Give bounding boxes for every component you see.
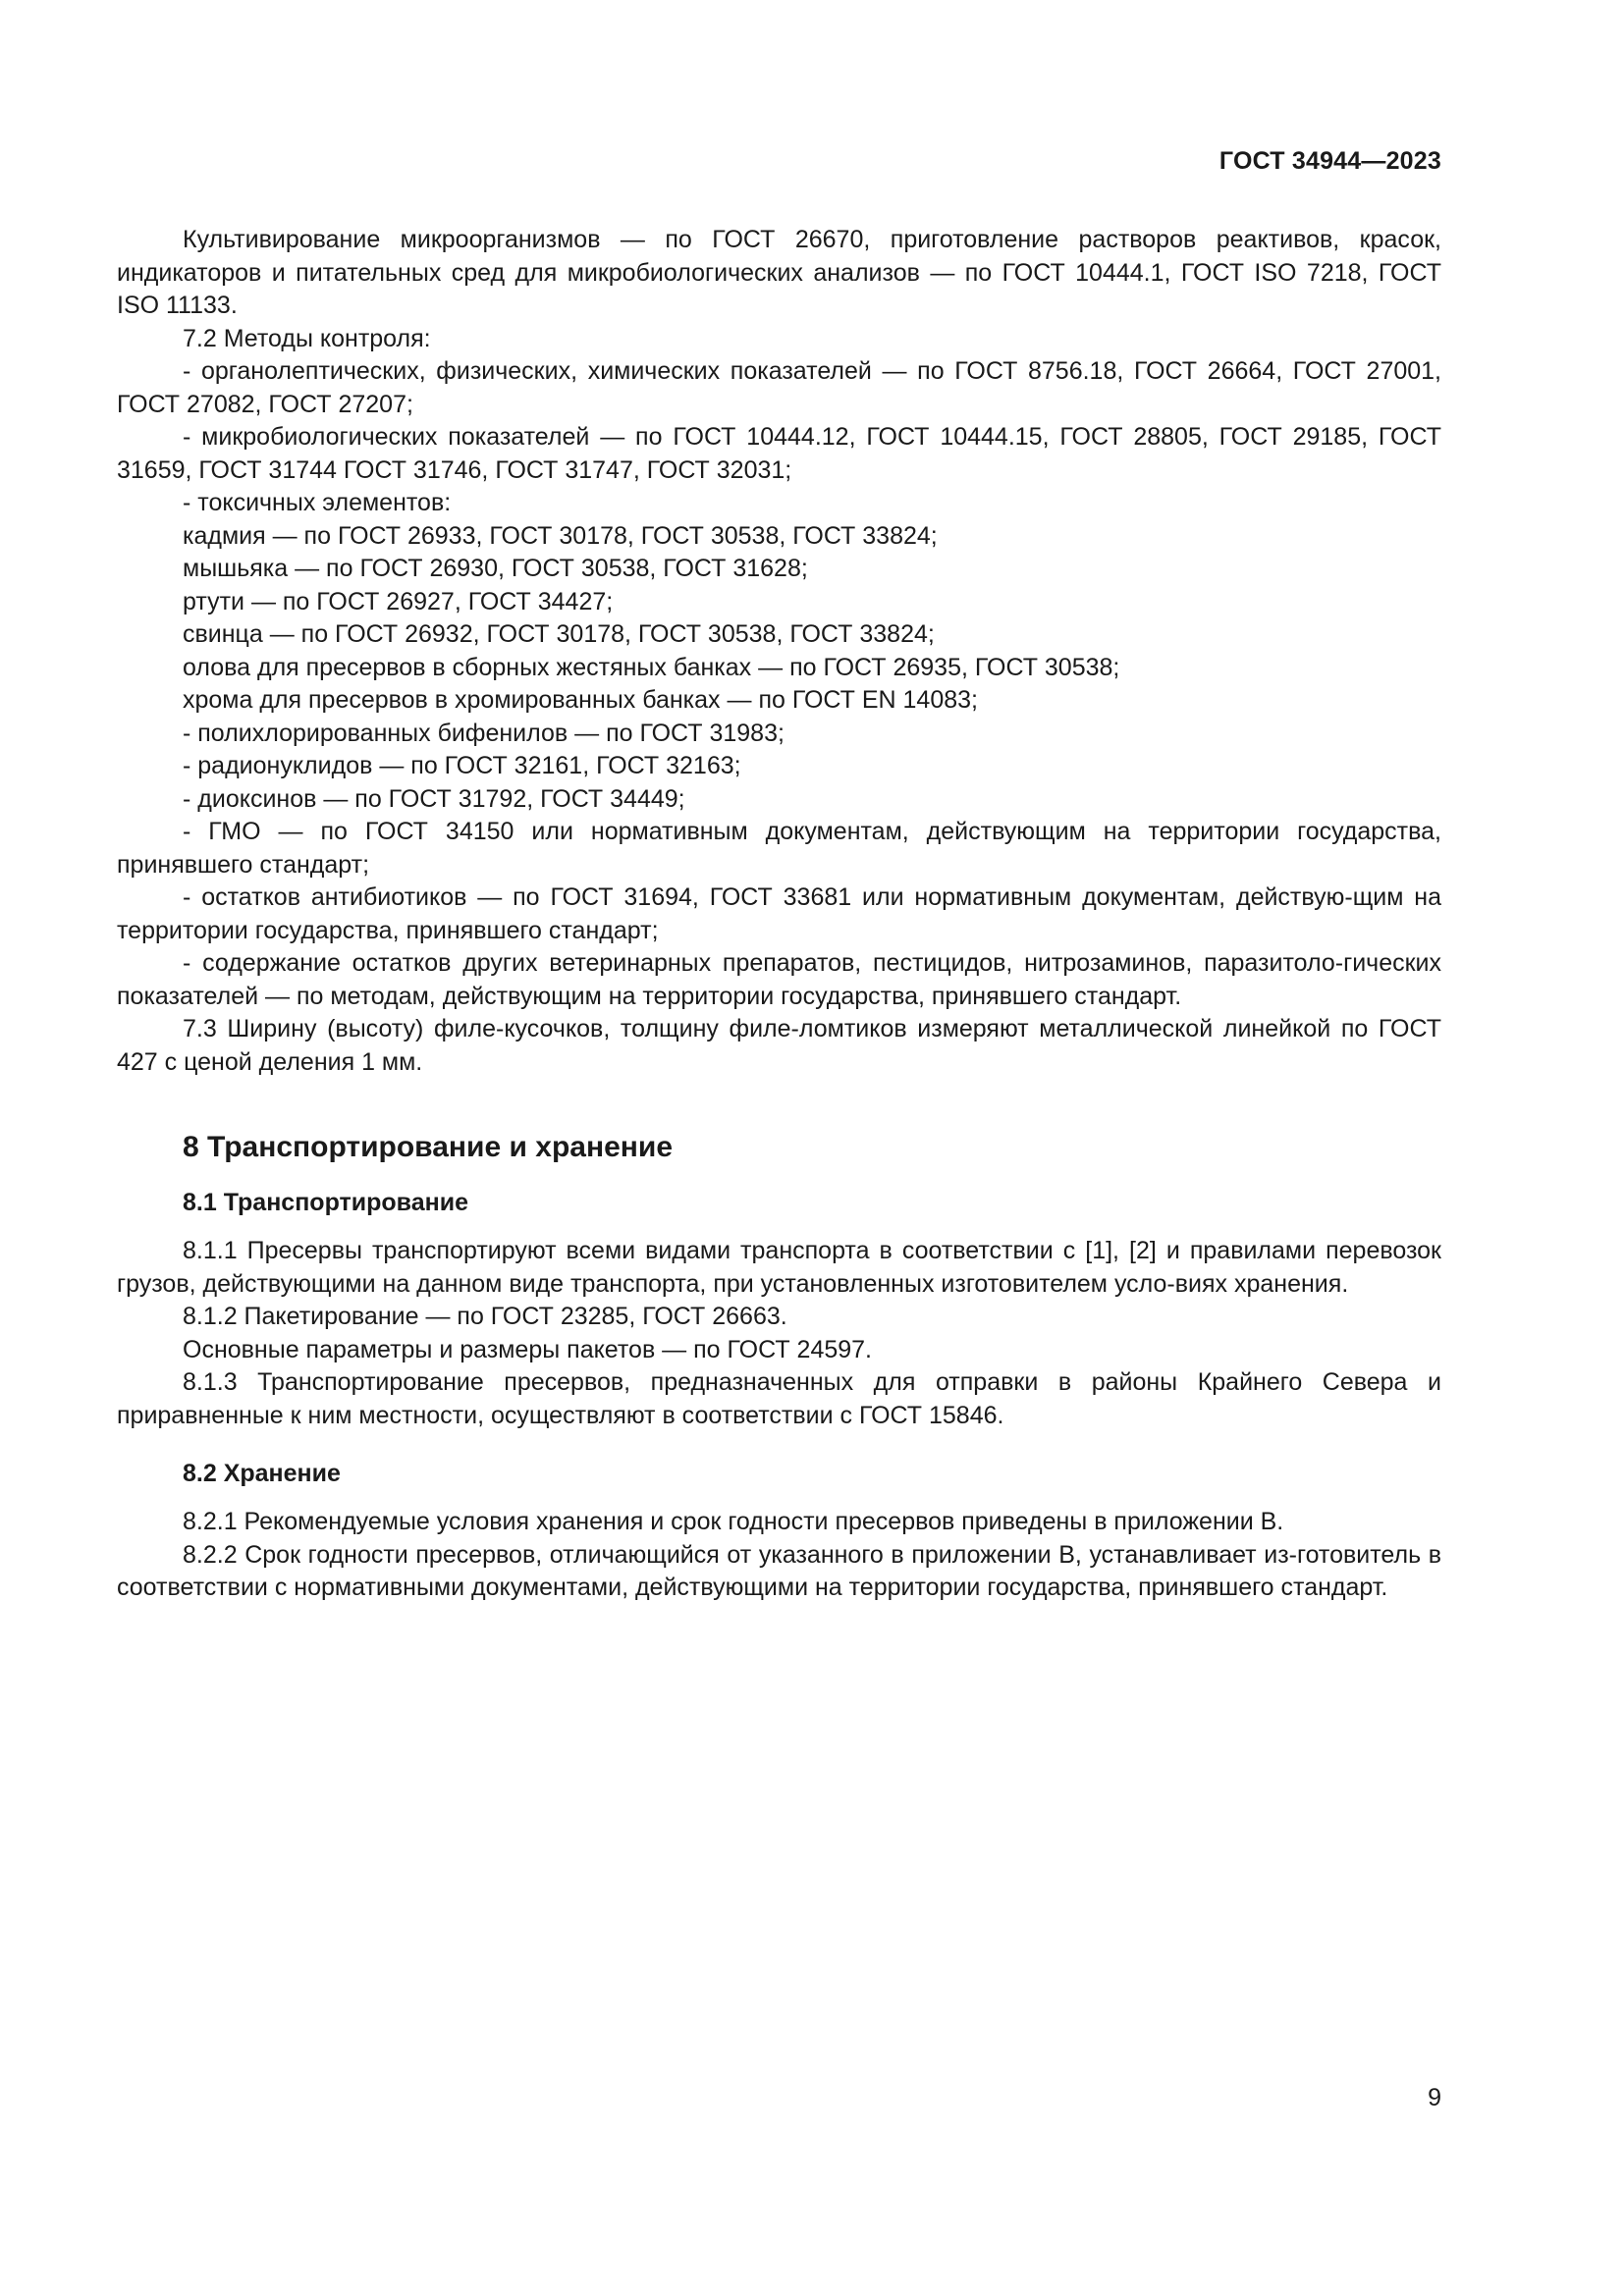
paragraph-8-2-2: 8.2.2 Срок годности пресервов, отличающийся от указанного в приложении В, устанавливает из-готовитель в соответствии с нормативными документами, действующими на территории государства, принявшего стандарт. <box>117 1540 1441 1601</box>
paragraph-cultivation: Культивирование микроорганизмов — по ГОСТ 26670, приготовление растворов реактивов, красок, индикаторов и питательных сред для микробиологических анализов — по ГОСТ 10444.1, ГОСТ ISO 7218, ГОСТ ISO 11133. <box>117 226 1441 319</box>
list-item-organoleptic: - органолептических, физических, химических показателей — по ГОСТ 8756.18, ГОСТ 26664, ГОСТ 27001, ГОСТ 27082, ГОСТ 27207; <box>117 357 1441 418</box>
paragraph-8-1-1: 8.1.1 Пресервы транспортируют всеми видами транспорта в соответствии с [1], [2] и правилами перевозок грузов, действующими на данном виде транспорта, при установленных изготовителем усло-виях хранения. <box>117 1237 1441 1298</box>
list-item-dioxins: - диоксинов — по ГОСТ 31792, ГОСТ 34449; <box>183 784 685 813</box>
paragraph-8-1-2b: Основные параметры и размеры пакетов — по ГОСТ 24597. <box>183 1335 873 1363</box>
paragraph-7-2-title: 7.2 Методы контроля: <box>183 324 431 352</box>
page-number: 9 <box>1428 2084 1441 2111</box>
list-item-chromium: хрома для пресервов в хромированных банках — по ГОСТ EN 14083; <box>183 686 978 714</box>
subsection-8-1-heading: 8.1 Транспортирование <box>183 1189 468 1216</box>
list-item-tin: олова для пресервов в сборных жестяных банках — по ГОСТ 26935, ГОСТ 30538; <box>183 653 1120 681</box>
paragraph-8-1-2: 8.1.2 Пакетирование — по ГОСТ 23285, ГОСТ 26663. <box>183 1303 787 1330</box>
section-8-heading: 8 Транспортирование и хранение <box>183 1131 674 1163</box>
subsection-8-2-heading: 8.2 Хранение <box>183 1460 341 1487</box>
list-item-cadmium: кадмия — по ГОСТ 26933, ГОСТ 30178, ГОСТ 30538, ГОСТ 33824; <box>183 521 938 550</box>
list-item-antibiotics: - остатков антибиотиков — по ГОСТ 31694, ГОСТ 33681 или нормативным документам, действую-щим на территории государства, принявшего стандарт; <box>117 883 1441 944</box>
paragraph-8-1-3: 8.1.3 Транспортирование пресервов, предназначенных для отправки в районы Крайнего Севера и приравненные к ним местности, осуществляют в соответствии с ГОСТ 15846. <box>117 1368 1441 1429</box>
list-item-vet-residues: - содержание остатков других ветеринарных препаратов, пестицидов, нитрозаминов, паразитоло-гических показателей — по методам, действующим на территории государства, принявшего стандарт. <box>117 949 1441 1010</box>
list-item-microbiological: - микробиологических показателей — по ГОСТ 10444.12, ГОСТ 10444.15, ГОСТ 28805, ГОСТ 29185, ГОСТ 31659, ГОСТ 31744 ГОСТ 31746, ГОСТ 31747, ГОСТ 32031; <box>117 423 1441 484</box>
document-header: ГОСТ 34944—2023 <box>1218 147 1441 175</box>
list-item-pcb: - полихлорированных бифенилов — по ГОСТ 31983; <box>183 719 785 747</box>
list-item-gmo: - ГМО — по ГОСТ 34150 или нормативным документам, действующим на территории государства, принявшего стандарт; <box>117 818 1441 879</box>
list-item-toxic-title: - токсичных элементов: <box>183 489 452 516</box>
document-body <box>117 224 1441 1605</box>
paragraph-7-3: 7.3 Ширину (высоту) филе-кусочков, толщину филе-ломтиков измеряют металлической линейкой по ГОСТ 427 с ценой деления 1 мм. <box>117 1015 1441 1076</box>
list-item-lead: свинца — по ГОСТ 26932, ГОСТ 30178, ГОСТ 30538, ГОСТ 33824; <box>183 620 935 648</box>
list-item-mercury: ртути — по ГОСТ 26927, ГОСТ 34427; <box>183 587 614 615</box>
list-item-arsenic: мышьяка — по ГОСТ 26930, ГОСТ 30538, ГОСТ 31628; <box>183 555 808 582</box>
paragraph-8-2-1: 8.2.1 Рекомендуемые условия хранения и срок годности пресервов приведены в приложении В. <box>183 1508 1284 1535</box>
list-item-radionuclides: - радионуклидов — по ГОСТ 32161, ГОСТ 32163; <box>183 752 741 779</box>
